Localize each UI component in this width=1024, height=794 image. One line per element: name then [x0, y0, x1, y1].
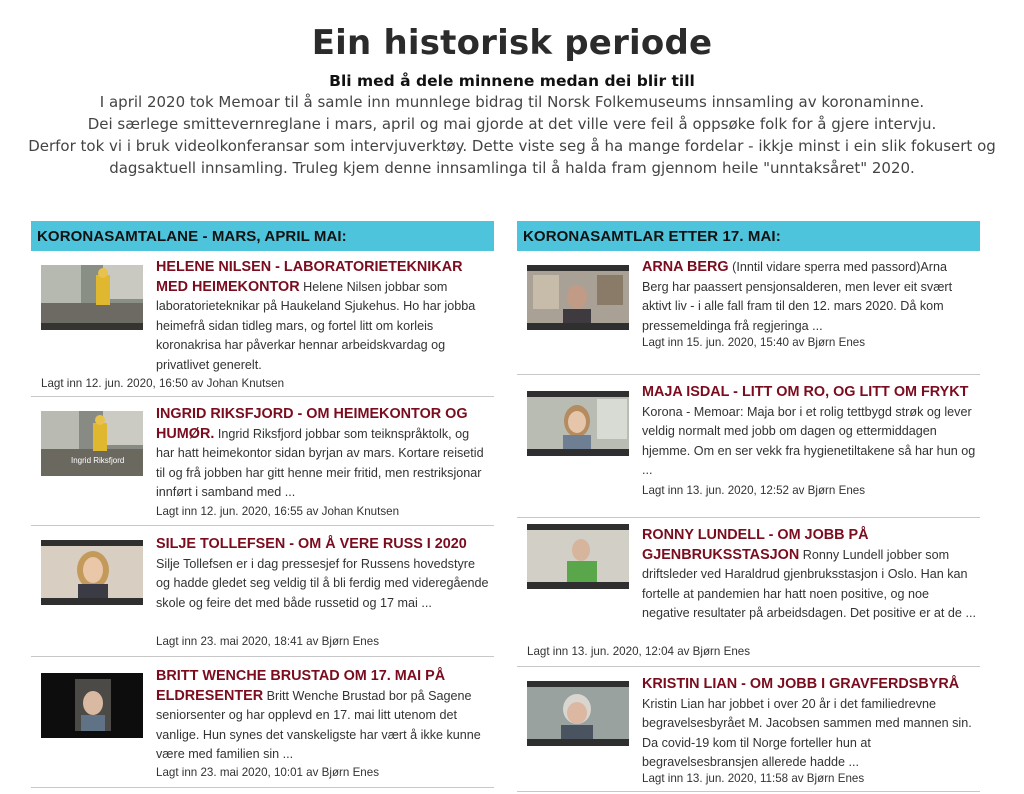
- item-excerpt: Ingrid Riksfjord jobbar som teiknspråktolk, og har hatt heimekontor sidan byrjan av mars. Kortare reisetid til og frå jobben har gitt henne meir fritid, men restriksjonar innført i samband med ...: [156, 426, 484, 499]
- list-item[interactable]: [31, 657, 494, 788]
- video-thumbnail[interactable]: [41, 540, 143, 605]
- item-title[interactable]: INGRID RIKSFJORD - OM HEIMEKONTOR OG HUMØR.: [156, 406, 468, 442]
- item-title[interactable]: SILJE TOLLEFSEN - OM Å VERE RUSS I 2020: [156, 536, 467, 552]
- intro-line-1: I april 2020 tok Memoar til å samle inn munnlege bidrag til Norsk Folkemuseums innsamling av koronaminne.: [99, 93, 925, 111]
- item-meta: Lagt inn 13. jun. 2020, 11:58 av Bjørn Enes: [642, 772, 865, 785]
- item-meta: Lagt inn 12. jun. 2020, 16:55 av Johan Knutsen: [156, 505, 400, 518]
- video-thumbnail[interactable]: [527, 524, 629, 589]
- item-meta: Lagt inn 13. jun. 2020, 12:04 av Bjørn Enes: [527, 645, 751, 658]
- list-item[interactable]: [517, 251, 980, 375]
- item-title[interactable]: MAJA ISDAL - LITT OM RO, OG LITT OM FRYKT: [642, 384, 969, 400]
- item-meta: Lagt inn 12. jun. 2020, 16:50 av Johan Knutsen: [41, 377, 285, 390]
- item-title[interactable]: KRISTIN LIAN - OM JOBB I GRAVFERDSBYRÅ: [642, 676, 960, 692]
- item-title[interactable]: RONNY LUNDELL - OM JOBB PÅ GJENBRUKSSTASJON: [642, 527, 869, 563]
- page-subtitle: Bli med å dele minnene medan dei blir till: [329, 72, 695, 90]
- item-title[interactable]: ARNA BERG: [642, 259, 729, 275]
- intro-line-3: Derfor tok vi i bruk videolkonferansar som intervjuverktøy. Dette viste seg å ha mange fordelar - ikkje minst i ein slik fokusert og: [28, 137, 996, 155]
- item-meta: Lagt inn 23. mai 2020, 10:01 av Bjørn Enes: [156, 766, 379, 779]
- item-excerpt: Silje Tollefsen er i dag pressesjef for Russens hovedstyre og hadde gledet seg veldig til å bli ferdig med videregående skole og feire det med både russetid og 17 mai ...: [156, 556, 489, 610]
- video-thumbnail[interactable]: [41, 265, 143, 330]
- page-title: Ein historisk periode: [311, 23, 713, 63]
- column-header: KORONASAMTLAR ETTER 17. MAI:: [517, 221, 980, 251]
- column-header: KORONASAMTALANE - MARS, APRIL MAI:: [31, 221, 494, 251]
- item-excerpt: Kristin Lian har jobbet i over 20 år i det familiedrevne begravelsesbyrået M. Jacobsen sammen med mannen sin. Da covid-19 kom til Norge forteller hun at begravelsesbransjen allerede hadde ...: [642, 696, 972, 769]
- item-meta: Lagt inn 15. jun. 2020, 15:40 av Bjørn Enes: [642, 336, 866, 349]
- list-item[interactable]: [31, 397, 494, 526]
- video-thumbnail[interactable]: [527, 265, 629, 330]
- list-item[interactable]: [517, 667, 980, 792]
- list-item[interactable]: [31, 251, 494, 397]
- column-etter-17-mai: [517, 221, 980, 792]
- thumbnail-caption: Ingrid Riksfjord: [71, 456, 125, 465]
- list-item[interactable]: [517, 518, 980, 667]
- video-thumbnail[interactable]: [41, 673, 143, 738]
- item-meta: Lagt inn 13. jun. 2020, 12:52 av Bjørn Enes: [642, 484, 866, 497]
- item-excerpt: Korona - Memoar: Maja bor i et rolig tettbygd strøk og lever veldig normalt med jobb om dagen og ettermiddagen hjemme. Om en ser vekk fra hygienetiltakene så har hun og ...: [642, 404, 976, 477]
- item-title[interactable]: BRITT WENCHE BRUSTAD OM 17. MAI PÅ ELDRESENTER: [156, 668, 446, 704]
- video-thumbnail[interactable]: [527, 391, 629, 456]
- item-title[interactable]: HELENE NILSEN - LABORATORIETEKNIKAR MED HEIMEKONTOR: [156, 259, 463, 295]
- item-excerpt: Britt Wenche Brustad bor på Sagene seniorsenter og har opplevd en 17. mai litt utenom det vanlige. Hun synes det vanskeligste har vært å ikke kunne være med familien sin ...: [156, 688, 481, 761]
- hero: [0, 0, 1024, 179]
- item-excerpt: Ronny Lundell jobber som driftsleder ved Haraldrud gjenbruksstasjon i Oslo. Han kan fortelle at pandemien har hatt noen positive, og noe negative resultater på arbeidsdagen. Det positive er at de ...: [642, 547, 976, 620]
- video-thumbnail[interactable]: [41, 411, 143, 476]
- intro-line-2: Dei særlege smittevernreglane i mars, april og mai gjorde at det ville vere feil å oppsøke folk for å gjere intervju.: [87, 115, 937, 133]
- intro-line-4: dagsaktuell innsamling. Truleg kjem denne innsamlinga til å halda fram gjennom heile "unntaksåret" 2020.: [109, 159, 915, 177]
- video-thumbnail[interactable]: [527, 681, 629, 746]
- column-mars-april-mai: [31, 221, 494, 788]
- item-excerpt: (Inntil vidare sperra med passord)Arna Berg har paassert pensjonsalderen, men lever eit svært aktivt liv - i alle fall fram til den 12. mars 2020. Då kom pressemeldinga frå regjeringa ...: [642, 260, 953, 333]
- list-item[interactable]: [517, 375, 980, 518]
- item-meta: Lagt inn 23. mai 2020, 18:41 av Bjørn Enes: [156, 635, 379, 648]
- list-item[interactable]: [31, 526, 494, 657]
- item-excerpt: Helene Nilsen jobbar som laboratorieteknikar på Haukeland Sjukehus. Ho har jobba heimefrå sidan tidleg mars, og fortel litt om korleis koronakrisa har påverkar hennar arbeidskvardag og privatlivet generelt.: [156, 279, 476, 372]
